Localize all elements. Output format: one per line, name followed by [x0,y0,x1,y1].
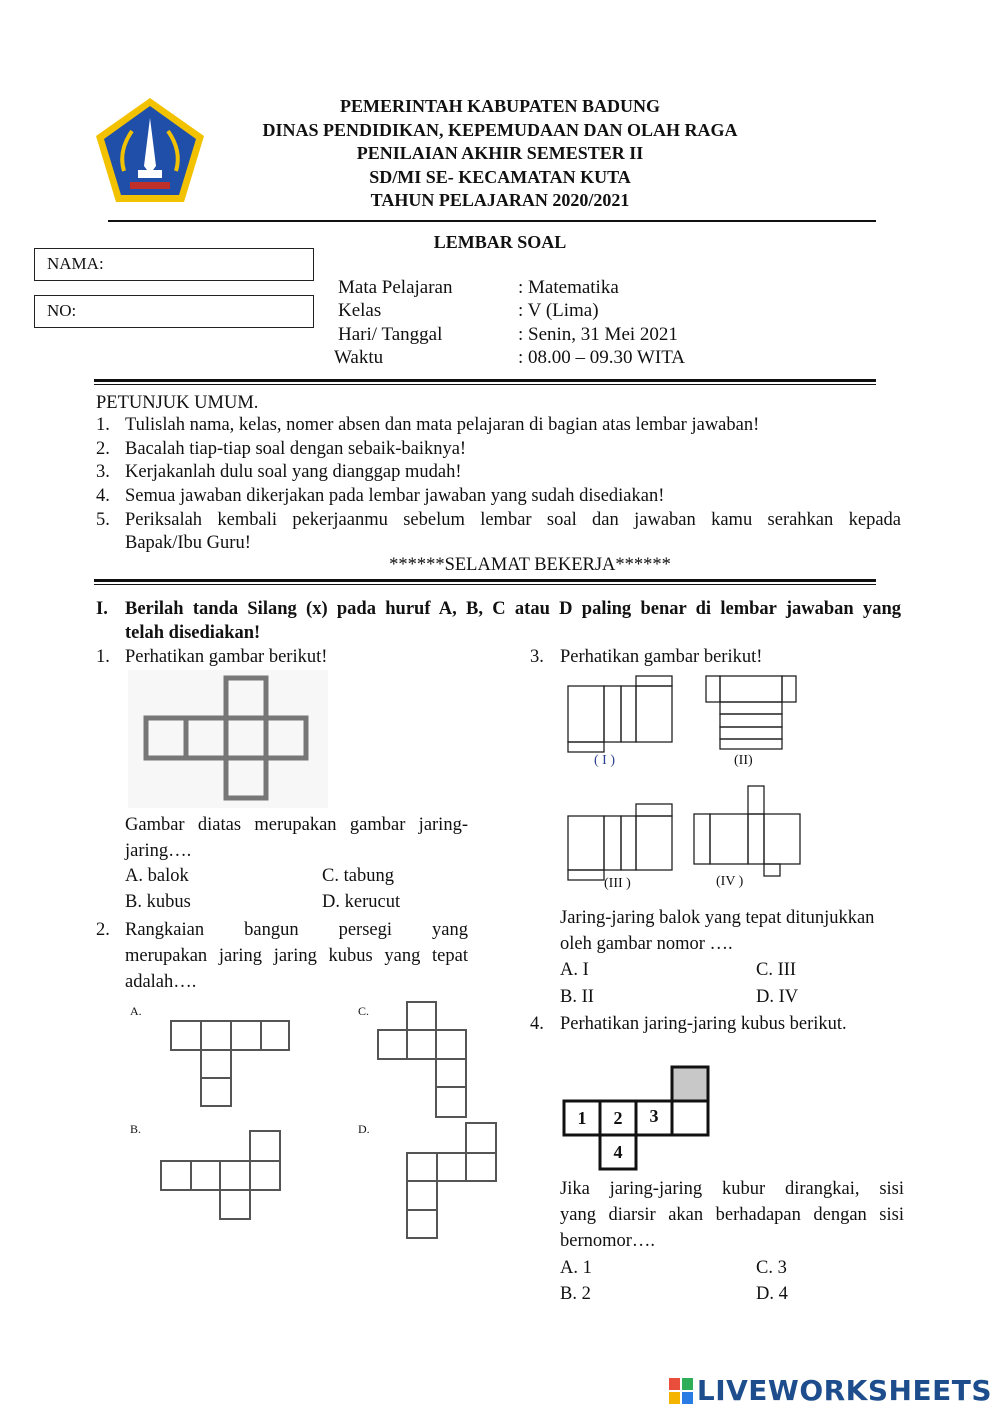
q1-option-a[interactable]: A. balok [125,866,189,886]
q4-option-c[interactable]: C. 3 [756,1258,787,1278]
q2-text-line1: Rangkaian bangun persegi yang [125,920,468,940]
instr-num-5: 5. [96,510,110,530]
header-line-3: PENILAIAN AKHIR SEMESTER II [356,143,644,163]
q3-option-b[interactable]: B. II [560,987,594,1007]
q2-figure-b[interactable] [158,1128,284,1222]
instructions-title: PETUNJUK UMUM. [96,393,259,413]
instr-text-5: Periksalah kembali pekerjaanmu sebelum lembar soal dan jawaban kamu serahkan kepada [125,510,901,530]
q4-cell-3: 3 [649,1106,659,1126]
info-label-class: Kelas [338,300,382,321]
instr-num-4: 4. [96,486,110,506]
q4-cell-2: 2 [613,1108,623,1128]
q1-number: 1. [96,647,110,667]
q3-prompt: Perhatikan gambar berikut! [560,647,763,667]
q4-text-line1: Jika jaring-jaring kubur dirangkai, sisi [560,1179,904,1199]
section-instruction-cont: telah disediakan! [125,623,261,643]
liveworksheets-watermark[interactable] [669,1374,992,1407]
q2-fig-label-b: B. [130,1122,142,1136]
liveworksheets-logo-icon [669,1378,693,1404]
q3-figure-iv[interactable] [692,784,804,880]
q1-text-line2: jaring…. [125,841,192,861]
liveworksheets-text: LIVEWORKSHEETS [696,1374,992,1407]
q3-number: 3. [530,647,544,667]
q2-figure-a[interactable] [168,1018,292,1108]
q2-number: 2. [96,920,110,940]
info-value-time: : 08.00 – 09.30 WITA [518,347,686,368]
instr-num-1: 1. [96,415,110,435]
q3-option-c[interactable]: C. III [756,960,797,980]
no-label: NO: [47,301,77,320]
header-divider [108,220,876,222]
q4-cell-4: 4 [613,1142,623,1162]
q2-fig-label-a: A. [130,1004,142,1018]
q3-figure-ii[interactable] [704,674,800,754]
instr-text-4: Semua jawaban dikerjakan pada lembar jawaban yang sudah disediakan! [125,486,665,506]
q4-option-a[interactable]: A. 1 [560,1258,592,1278]
q2-fig-label-c: C. [358,1004,370,1018]
section-number: I. [96,599,108,619]
q4-option-b[interactable]: B. 2 [560,1284,591,1304]
sheet-title: LEMBAR SOAL [433,232,567,252]
q4-text-line3: bernomor…. [560,1231,656,1251]
q3-option-d[interactable]: D. IV [756,987,799,1007]
instr-text-3: Kerjakanlah dulu soal yang dianggap mudah! [125,462,462,482]
info-label-time: Waktu [334,347,384,368]
q2-figure-d[interactable] [404,1120,500,1240]
rule-top-thin [94,384,876,385]
q4-text-line2: yang diarsir akan berhadapan dengan sisi [560,1205,904,1225]
q4-cube-net-figure [560,1064,712,1174]
nama-label: NAMA: [47,254,104,273]
q3-label-ii: (II) [734,753,753,768]
instr-text-1: Tulislah nama, kelas, nomer absen dan mata pelajaran di bagian atas lembar jawaban! [125,415,760,435]
instr-text-2: Bacalah tiap-tiap soal dengan sebaik-baiknya! [125,439,467,459]
q3-label-i: ( I ) [594,753,615,768]
q2-figure-c[interactable] [376,1000,470,1120]
q1-option-b[interactable]: B. kubus [125,892,191,912]
header-line-4: SD/MI SE- KECAMATAN KUTA [369,167,631,187]
q2-text-line3: adalah…. [125,972,197,992]
q3-figure-i[interactable] [566,674,676,754]
q3-figure-iii[interactable] [566,802,678,882]
q1-option-c[interactable]: C. tabung [322,866,394,886]
rule-bottom [94,579,876,582]
q1-cube-net-figure [128,670,328,808]
q4-cell-blank-box [672,1101,708,1135]
header-line-5: TAHUN PELAJARAN 2020/2021 [370,190,630,210]
q3-text-line1: Jaring-jaring balok yang tepat ditunjukkan [560,908,875,928]
q4-prompt: Perhatikan jaring-jaring kubus berikut. [560,1014,847,1034]
info-label-date: Hari/ Tanggal [338,324,443,345]
info-label-subject: Mata Pelajaran [338,277,453,298]
q4-option-d[interactable]: D. 4 [756,1284,788,1304]
rule-bottom-thin [94,584,876,585]
q3-label-iii: (III ) [604,876,631,891]
q1-text-line1: Gambar diatas merupakan gambar jaring- [125,815,468,835]
info-value-class: : V (Lima) [518,300,599,321]
instr-num-2: 2. [96,439,110,459]
header-line-2: DINAS PENDIDIKAN, KEPEMUDAAN DAN OLAH RAGA [262,120,738,140]
q1-prompt: Perhatikan gambar berikut! [125,647,328,667]
q4-cell-1: 1 [577,1108,587,1128]
info-value-date: : Senin, 31 Mei 2021 [518,324,678,345]
section-instruction: Berilah tanda Silang (x) pada huruf A, B, C atau D paling benar di lembar jawaban yang [125,599,901,619]
nama-field[interactable] [34,248,314,281]
info-value-subject: : Matematika [518,277,619,298]
badung-regency-logo [94,96,206,206]
q3-label-iv: (IV ) [716,874,744,889]
q3-option-a[interactable]: A. I [560,960,589,980]
closing-text: ******SELAMAT BEKERJA****** [389,555,671,575]
q3-text-line2: oleh gambar nomor …. [560,934,733,954]
q2-text-line2: merupakan jaring jaring kubus yang tepat [125,946,468,966]
q1-option-d[interactable]: D. kerucut [322,892,401,912]
instr-text-5-cont: Bapak/Ibu Guru! [125,533,251,553]
header-line-1: PEMERINTAH KABUPATEN BADUNG [339,96,660,116]
no-field[interactable] [34,295,314,328]
instr-num-3: 3. [96,462,110,482]
q2-fig-label-d: D. [358,1122,370,1136]
rule-top [94,379,876,382]
q4-number: 4. [530,1014,544,1034]
